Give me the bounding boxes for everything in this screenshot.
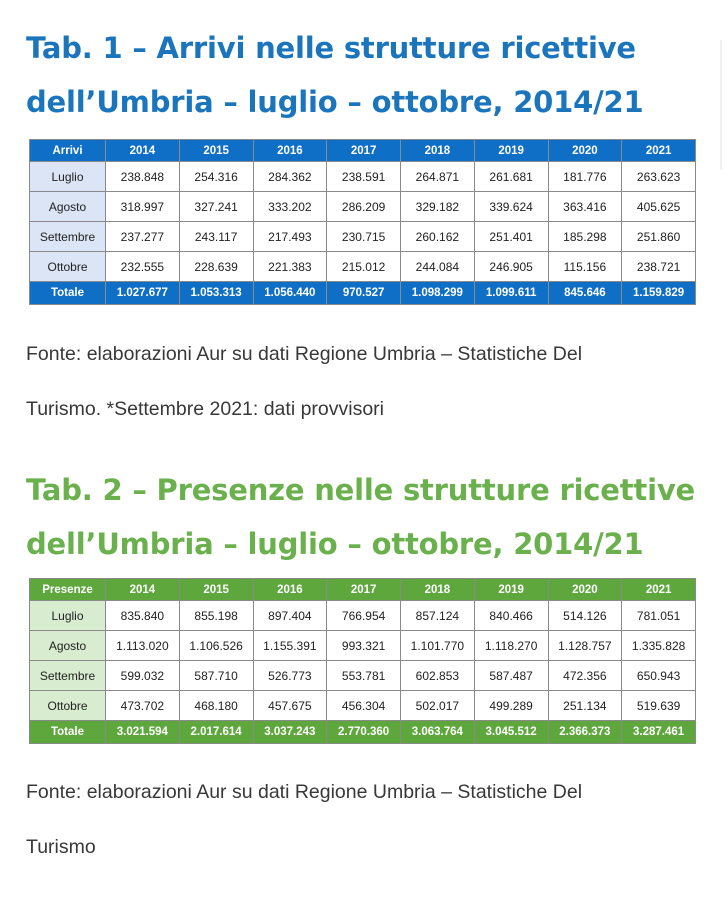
table-cell: 215.012 bbox=[327, 252, 401, 282]
table1-title-line2: dell’Umbria – luglio – ottobre, 2014/21 bbox=[26, 85, 644, 119]
table-cell: 243.117 bbox=[179, 222, 253, 252]
table-cell: 238.591 bbox=[327, 162, 401, 192]
table-cell: 472.356 bbox=[548, 661, 622, 691]
table-cell: 519.639 bbox=[622, 691, 696, 721]
header-cell: Arrivi bbox=[30, 140, 106, 162]
row-label: Ottobre bbox=[30, 691, 106, 721]
table-cell: 650.943 bbox=[622, 661, 696, 691]
table-cell: 251.134 bbox=[548, 691, 622, 721]
total-cell: 3.045.512 bbox=[474, 721, 548, 744]
row-label: Ottobre bbox=[30, 252, 106, 282]
table-cell: 1.106.526 bbox=[179, 631, 253, 661]
table-cell: 244.084 bbox=[401, 252, 475, 282]
table-cell: 263.623 bbox=[622, 162, 696, 192]
header-cell: 2020 bbox=[548, 579, 622, 601]
table-cell: 363.416 bbox=[548, 192, 622, 222]
table-cell: 781.051 bbox=[622, 601, 696, 631]
table-cell: 327.241 bbox=[179, 192, 253, 222]
table-row bbox=[30, 162, 696, 192]
header-cell: 2017 bbox=[327, 579, 401, 601]
table-cell: 587.710 bbox=[179, 661, 253, 691]
total-cell: 1.099.611 bbox=[474, 282, 548, 305]
table-cell: 261.681 bbox=[474, 162, 548, 192]
table-cell: 238.848 bbox=[106, 162, 180, 192]
header-cell: 2014 bbox=[106, 140, 180, 162]
table-cell: 405.625 bbox=[622, 192, 696, 222]
table-cell: 329.182 bbox=[401, 192, 475, 222]
table-cell: 526.773 bbox=[253, 661, 327, 691]
table-cell: 457.675 bbox=[253, 691, 327, 721]
total-cell: 2.770.360 bbox=[327, 721, 401, 744]
row-label: Settembre bbox=[30, 222, 106, 252]
table-row bbox=[30, 222, 696, 252]
total-label: Totale bbox=[30, 282, 106, 305]
header-cell: Presenze bbox=[30, 579, 106, 601]
table-cell: 237.277 bbox=[106, 222, 180, 252]
table-total-row bbox=[30, 721, 696, 744]
table-row bbox=[30, 192, 696, 222]
table-cell: 499.289 bbox=[474, 691, 548, 721]
table2-title-line2: dell’Umbria – luglio – ottobre, 2014/21 bbox=[26, 527, 644, 561]
table-cell: 514.126 bbox=[548, 601, 622, 631]
table-cell: 246.905 bbox=[474, 252, 548, 282]
table-cell: 855.198 bbox=[179, 601, 253, 631]
total-cell: 1.053.313 bbox=[179, 282, 253, 305]
table-cell: 115.156 bbox=[548, 252, 622, 282]
table-cell: 232.555 bbox=[106, 252, 180, 282]
total-cell: 2.017.614 bbox=[179, 721, 253, 744]
row-label: Agosto bbox=[30, 192, 106, 222]
table-cell: 835.840 bbox=[106, 601, 180, 631]
table-row bbox=[30, 631, 696, 661]
table-cell: 339.624 bbox=[474, 192, 548, 222]
header-cell: 2019 bbox=[474, 579, 548, 601]
header-cell: 2018 bbox=[401, 579, 475, 601]
header-cell: 2016 bbox=[253, 579, 327, 601]
row-label: Agosto bbox=[30, 631, 106, 661]
table-cell: 857.124 bbox=[401, 601, 475, 631]
table-cell: 221.383 bbox=[253, 252, 327, 282]
table-presenze bbox=[29, 578, 696, 744]
table-cell: 286.209 bbox=[327, 192, 401, 222]
table-cell: 602.853 bbox=[401, 661, 475, 691]
table-row bbox=[30, 691, 696, 721]
table-cell: 1.101.770 bbox=[401, 631, 475, 661]
total-cell: 3.037.243 bbox=[253, 721, 327, 744]
header-cell: 2014 bbox=[106, 579, 180, 601]
table-cell: 840.466 bbox=[474, 601, 548, 631]
total-cell: 2.366.373 bbox=[548, 721, 622, 744]
header-cell: 2017 bbox=[327, 140, 401, 162]
row-label: Luglio bbox=[30, 162, 106, 192]
table-row bbox=[30, 601, 696, 631]
header-cell: 2016 bbox=[253, 140, 327, 162]
table2-title-line1: Tab. 2 – Presenze nelle strutture ricettive bbox=[26, 473, 696, 507]
table-cell: 1.128.757 bbox=[548, 631, 622, 661]
table-cell: 1.335.828 bbox=[622, 631, 696, 661]
table-cell: 1.155.391 bbox=[253, 631, 327, 661]
table-cell: 1.118.270 bbox=[474, 631, 548, 661]
table-cell: 284.362 bbox=[253, 162, 327, 192]
table-cell: 251.401 bbox=[474, 222, 548, 252]
total-cell: 970.527 bbox=[327, 282, 401, 305]
table-header-row bbox=[30, 140, 696, 162]
table-cell: 318.997 bbox=[106, 192, 180, 222]
table-cell: 553.781 bbox=[327, 661, 401, 691]
total-cell: 1.056.440 bbox=[253, 282, 327, 305]
table-cell: 238.721 bbox=[622, 252, 696, 282]
total-cell: 1.027.677 bbox=[106, 282, 180, 305]
table-cell: 502.017 bbox=[401, 691, 475, 721]
table-cell: 587.487 bbox=[474, 661, 548, 691]
table1-title-line1: Tab. 1 – Arrivi nelle strutture ricettive bbox=[26, 31, 636, 65]
table-cell: 473.702 bbox=[106, 691, 180, 721]
table2-source-line2: Turismo bbox=[26, 836, 96, 858]
total-cell: 845.646 bbox=[548, 282, 622, 305]
table-cell: 260.162 bbox=[401, 222, 475, 252]
table-cell: 251.860 bbox=[622, 222, 696, 252]
header-cell: 2018 bbox=[401, 140, 475, 162]
total-cell: 3.021.594 bbox=[106, 721, 180, 744]
table-cell: 185.298 bbox=[548, 222, 622, 252]
table-cell: 766.954 bbox=[327, 601, 401, 631]
table-cell: 897.404 bbox=[253, 601, 327, 631]
table1-source-line2: Turismo. *Settembre 2021: dati provvisori bbox=[26, 398, 385, 420]
table-cell: 228.639 bbox=[179, 252, 253, 282]
page-edge-divider bbox=[720, 40, 722, 170]
row-label: Luglio bbox=[30, 601, 106, 631]
table-cell: 993.321 bbox=[327, 631, 401, 661]
table-cell: 230.715 bbox=[327, 222, 401, 252]
table-cell: 264.871 bbox=[401, 162, 475, 192]
header-cell: 2019 bbox=[474, 140, 548, 162]
table1-source-line1: Fonte: elaborazioni Aur su dati Regione Umbria – Statistiche Del bbox=[26, 343, 583, 365]
table-cell: 468.180 bbox=[179, 691, 253, 721]
table-cell: 181.776 bbox=[548, 162, 622, 192]
header-cell: 2020 bbox=[548, 140, 622, 162]
table-total-row bbox=[30, 282, 696, 305]
header-cell: 2015 bbox=[179, 140, 253, 162]
total-cell: 3.287.461 bbox=[622, 721, 696, 744]
row-label: Settembre bbox=[30, 661, 106, 691]
header-cell: 2021 bbox=[622, 579, 696, 601]
table-cell: 254.316 bbox=[179, 162, 253, 192]
table-row bbox=[30, 252, 696, 282]
header-cell: 2015 bbox=[179, 579, 253, 601]
table-cell: 333.202 bbox=[253, 192, 327, 222]
table-cell: 599.032 bbox=[106, 661, 180, 691]
table-cell: 1.113.020 bbox=[106, 631, 180, 661]
total-cell: 3.063.764 bbox=[401, 721, 475, 744]
header-cell: 2021 bbox=[622, 140, 696, 162]
table-arrivi bbox=[29, 139, 696, 305]
table-cell: 217.493 bbox=[253, 222, 327, 252]
total-label: Totale bbox=[30, 721, 106, 744]
table2-source-line1: Fonte: elaborazioni Aur su dati Regione Umbria – Statistiche Del bbox=[26, 781, 583, 803]
total-cell: 1.159.829 bbox=[622, 282, 696, 305]
table-header-row bbox=[30, 579, 696, 601]
table-cell: 456.304 bbox=[327, 691, 401, 721]
table-row bbox=[30, 661, 696, 691]
total-cell: 1.098.299 bbox=[401, 282, 475, 305]
